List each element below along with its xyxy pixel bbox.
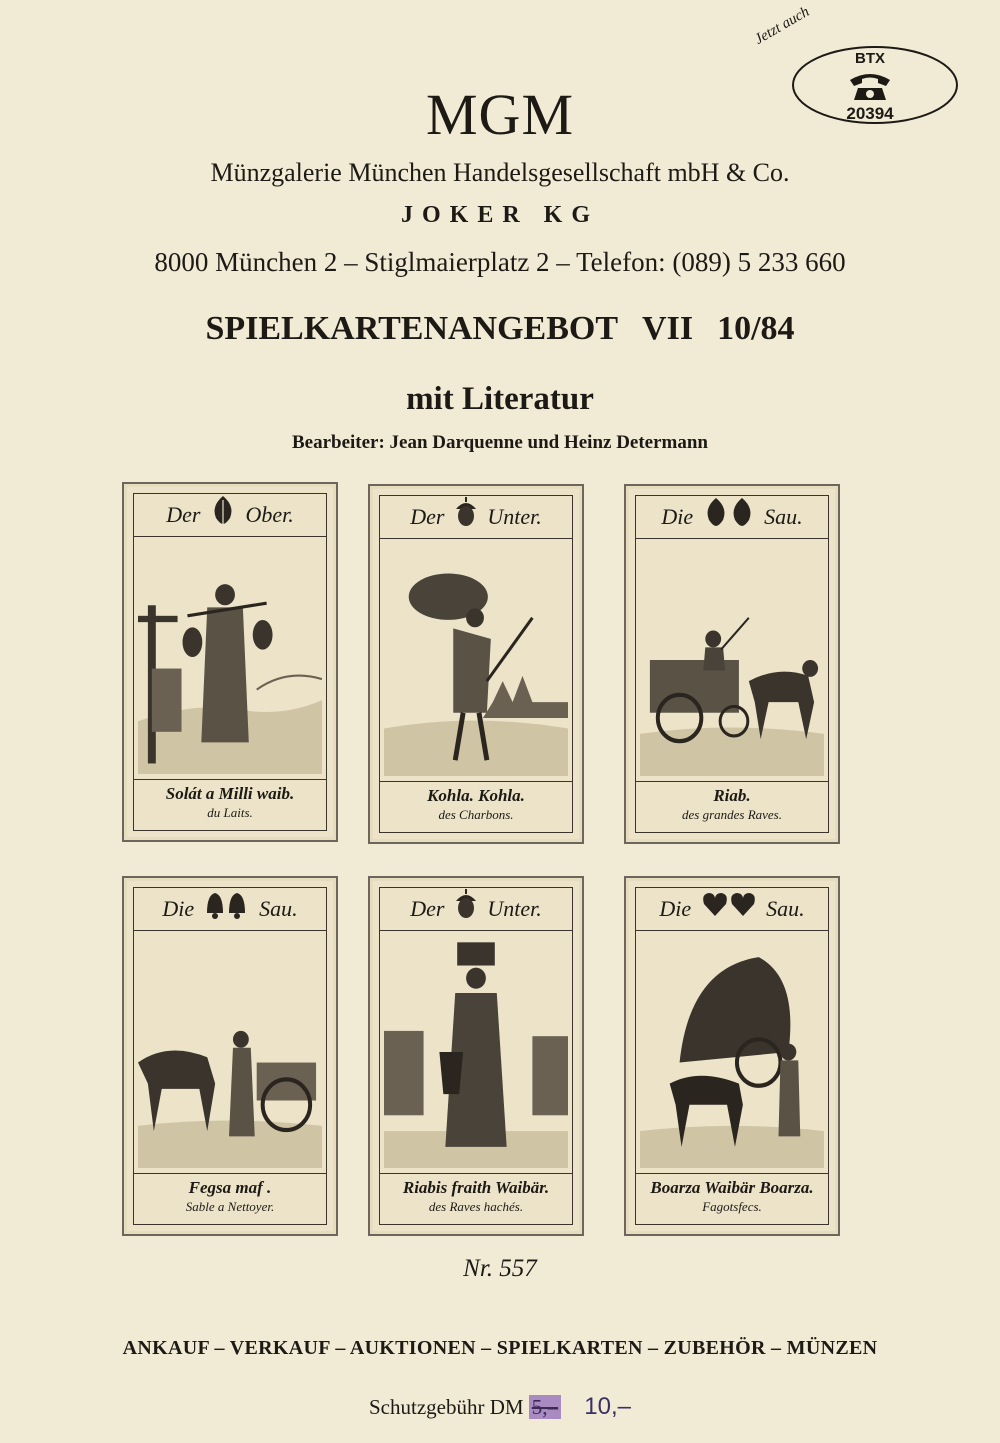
card-heading [380,496,572,539]
card-caption [636,781,828,832]
card-caption-line1: Boarza Waibär Boarza. [650,1178,814,1197]
playing-card [122,876,338,1236]
card-rank: Sau. [766,896,805,921]
card-heading [636,888,828,931]
card-article: Der [166,502,201,528]
card-illustration [138,542,322,774]
card-illustration [384,544,568,776]
bell-icon [204,889,250,933]
btx-label: BTX [855,50,885,67]
card-article: Die [162,896,195,921]
card-illustration [640,544,824,776]
card-caption-line1: Solát a Milli waib. [165,784,295,803]
editors-line: Bearbeiter: Jean Darquenne und Heinz Determann [291,432,709,453]
card-article: Der [410,896,445,921]
playing-card [368,484,584,844]
jetzt-auch-note: Jetzt auch [752,3,813,48]
card-illustration [138,936,322,1168]
card-caption-line2: des grandes Raves. [681,807,782,822]
catalog-title [0,310,1000,348]
protection-fee [0,1393,1000,1421]
fee-new-handwritten: 10,– [584,1393,632,1420]
card-rank: Sau. [259,896,298,921]
card-caption-line1: Kohla. Kohla. [427,786,525,805]
leaf-icon [210,494,236,540]
card-article: Die [661,504,694,530]
title-volume: VII [642,310,694,347]
leaf-icon [703,496,755,542]
card-caption-line1: Riab. [713,786,751,805]
acorn-icon [454,497,478,541]
card-caption [134,1173,326,1224]
btx-number: 20394 [846,104,894,123]
fee-old-stamped: 5,– [529,1395,561,1419]
catalog-number: Nr. 557 [463,1255,537,1282]
card-rank: Sau. [764,504,803,530]
company-address: 8000 München 2 – Stiglmaierplatz 2 – Telefon: (089) 5 233 660 [154,247,846,277]
playing-card [368,876,584,1236]
playing-card [122,482,338,842]
playing-card [624,484,840,844]
heart-icon [701,890,757,932]
company-name: Münzgalerie München Handelsgesellschaft mbH & Co. [210,158,790,187]
card-rank: Unter. [487,896,542,921]
card-heading [636,496,828,539]
card-heading [134,888,326,931]
card-caption-line1: Riabis fraith Waibär. [402,1178,550,1197]
telephone-icon [848,70,892,107]
card-caption-line2: des Charbons. [438,807,514,822]
title-date: 10/84 [717,310,795,347]
title-main: SPIELKARTENANGEBOT [205,310,619,347]
card-rank: Ober. [245,502,294,528]
card-caption [380,1173,572,1224]
card-illustration [384,936,568,1168]
mgm-logo: MGM [425,82,575,147]
card-caption [380,781,572,832]
catalog-subtitle: mit Literatur [406,381,594,417]
card-heading [134,494,326,537]
card-caption-line2: Sable a Nettoyer. [185,1199,275,1214]
card-caption [636,1173,828,1224]
card-caption-line2: des Raves hachés. [428,1199,524,1214]
fee-label: Schutzgebühr DM [368,1395,524,1419]
card-caption-line2: du Laits. [207,805,253,820]
card-heading [380,888,572,931]
card-caption [134,779,326,830]
card-article: Der [410,504,445,529]
card-caption-line1: Fegsa maf . [188,1178,272,1197]
company-subtitle: JOKER KG [400,202,599,228]
services-line: ANKAUF – VERKAUF – AUKTIONEN – SPIELKARTEN – ZUBEHÖR – MÜNZEN [122,1337,878,1359]
card-rank: Unter. [487,504,542,529]
card-article: Die [659,896,692,921]
card-caption-line2: Fagotsfecs. [702,1199,762,1214]
playing-card [624,876,840,1236]
acorn-icon [454,889,478,933]
card-illustration [640,936,824,1168]
